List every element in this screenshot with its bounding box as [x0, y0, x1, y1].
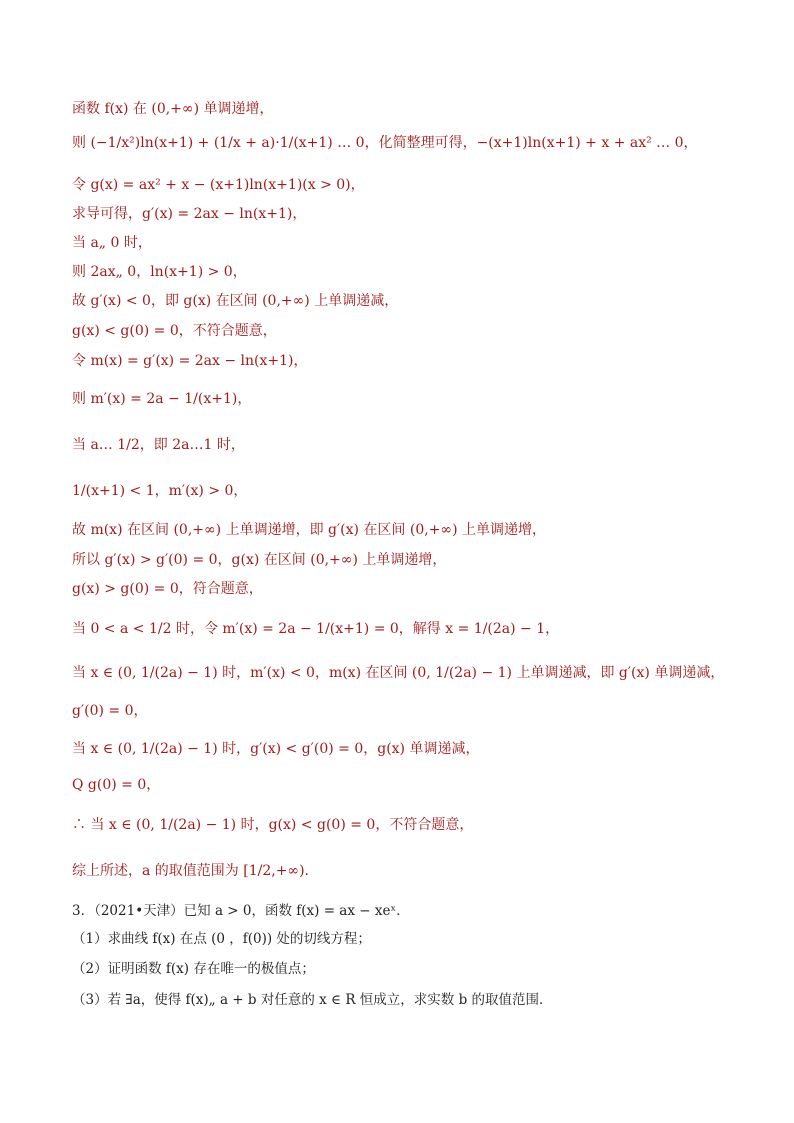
solution-line: 当 a… 1/2，即 2a…1 时，	[72, 437, 245, 453]
solution-line: 令 g(x) = ax² + x − (x+1)ln(x+1)(x > 0)，	[72, 177, 365, 193]
solution-line: g(x) > g(0) = 0，符合题意，	[72, 581, 263, 597]
solution-line: 函数 f(x) 在 (0,+∞) 单调递增，	[72, 101, 274, 117]
solution-line: 故 m(x) 在区间 (0,+∞) 上单调递增，即 g′(x) 在区间 (0,+∞) 上单调递增，	[72, 522, 547, 538]
solution-line: 令 m(x) = g′(x) = 2ax − ln(x+1)，	[72, 353, 308, 369]
question-part: （1）求曲线 f(x) 在点 (0 ，f(0)) 处的切线方程；	[72, 931, 371, 947]
solution-line: 当 a„ 0 时，	[72, 235, 152, 251]
question-part: （2）证明函数 f(x) 存在唯一的极值点；	[72, 961, 315, 977]
question-part: （3）若 ∃a，使得 f(x)„ a + b 对任意的 x ∈ R 恒成立，求实数 b 的取值范围．	[72, 992, 553, 1008]
solution-line: 则 (−1/x²)ln(x+1) + (1/x + a)·1/(x+1) … 0，化简整理可得，−(x+1)ln(x+1) + x + ax² … 0，	[72, 135, 698, 151]
solution-line: Q g(0) = 0，	[72, 777, 161, 793]
solution-line: 所以 g′(x) > g′(0) = 0，g(x) 在区间 (0,+∞) 上单调递增，	[72, 552, 447, 568]
solution-line: 则 2ax„ 0，ln(x+1) > 0，	[72, 264, 247, 280]
solution-line: 1/(x+1) < 1，m′(x) > 0，	[72, 483, 248, 499]
solution-line: 故 g′(x) < 0，即 g(x) 在区间 (0,+∞) 上单调递减，	[72, 293, 399, 309]
solution-line: 当 0 < a < 1/2 时，令 m′(x) = 2a − 1/(x+1) = 0，解得 x = 1/(2a) − 1，	[72, 621, 560, 637]
solution-line: 当 x ∈ (0, 1/(2a) − 1) 时，g′(x) < g′(0) = 0，g(x) 单调递减，	[72, 741, 480, 757]
solution-line: g(x) < g(0) = 0，不符合题意，	[72, 323, 277, 339]
question-stem: 3．（2021•天津）已知 a > 0，函数 f(x) = ax − xeˣ．	[72, 903, 410, 919]
solution-line: 则 m′(x) = 2a − 1/(x+1)，	[72, 391, 252, 407]
solution-line: 当 x ∈ (0, 1/(2a) − 1) 时，m′(x) < 0，m(x) 在区间 (0, 1/(2a) − 1) 上单调递减，即 g′(x) 单调递减，	[72, 665, 725, 681]
solution-line: g′(0) = 0，	[72, 703, 148, 719]
solution-line: ∴ 当 x ∈ (0, 1/(2a) − 1) 时，g(x) < g(0) = 0，不符合题意，	[72, 817, 474, 833]
solution-line: 综上所述，a 的取值范围为 [1/2,+∞)．	[72, 863, 319, 879]
solution-line: 求导可得，g′(x) = 2ax − ln(x+1)，	[72, 206, 307, 222]
